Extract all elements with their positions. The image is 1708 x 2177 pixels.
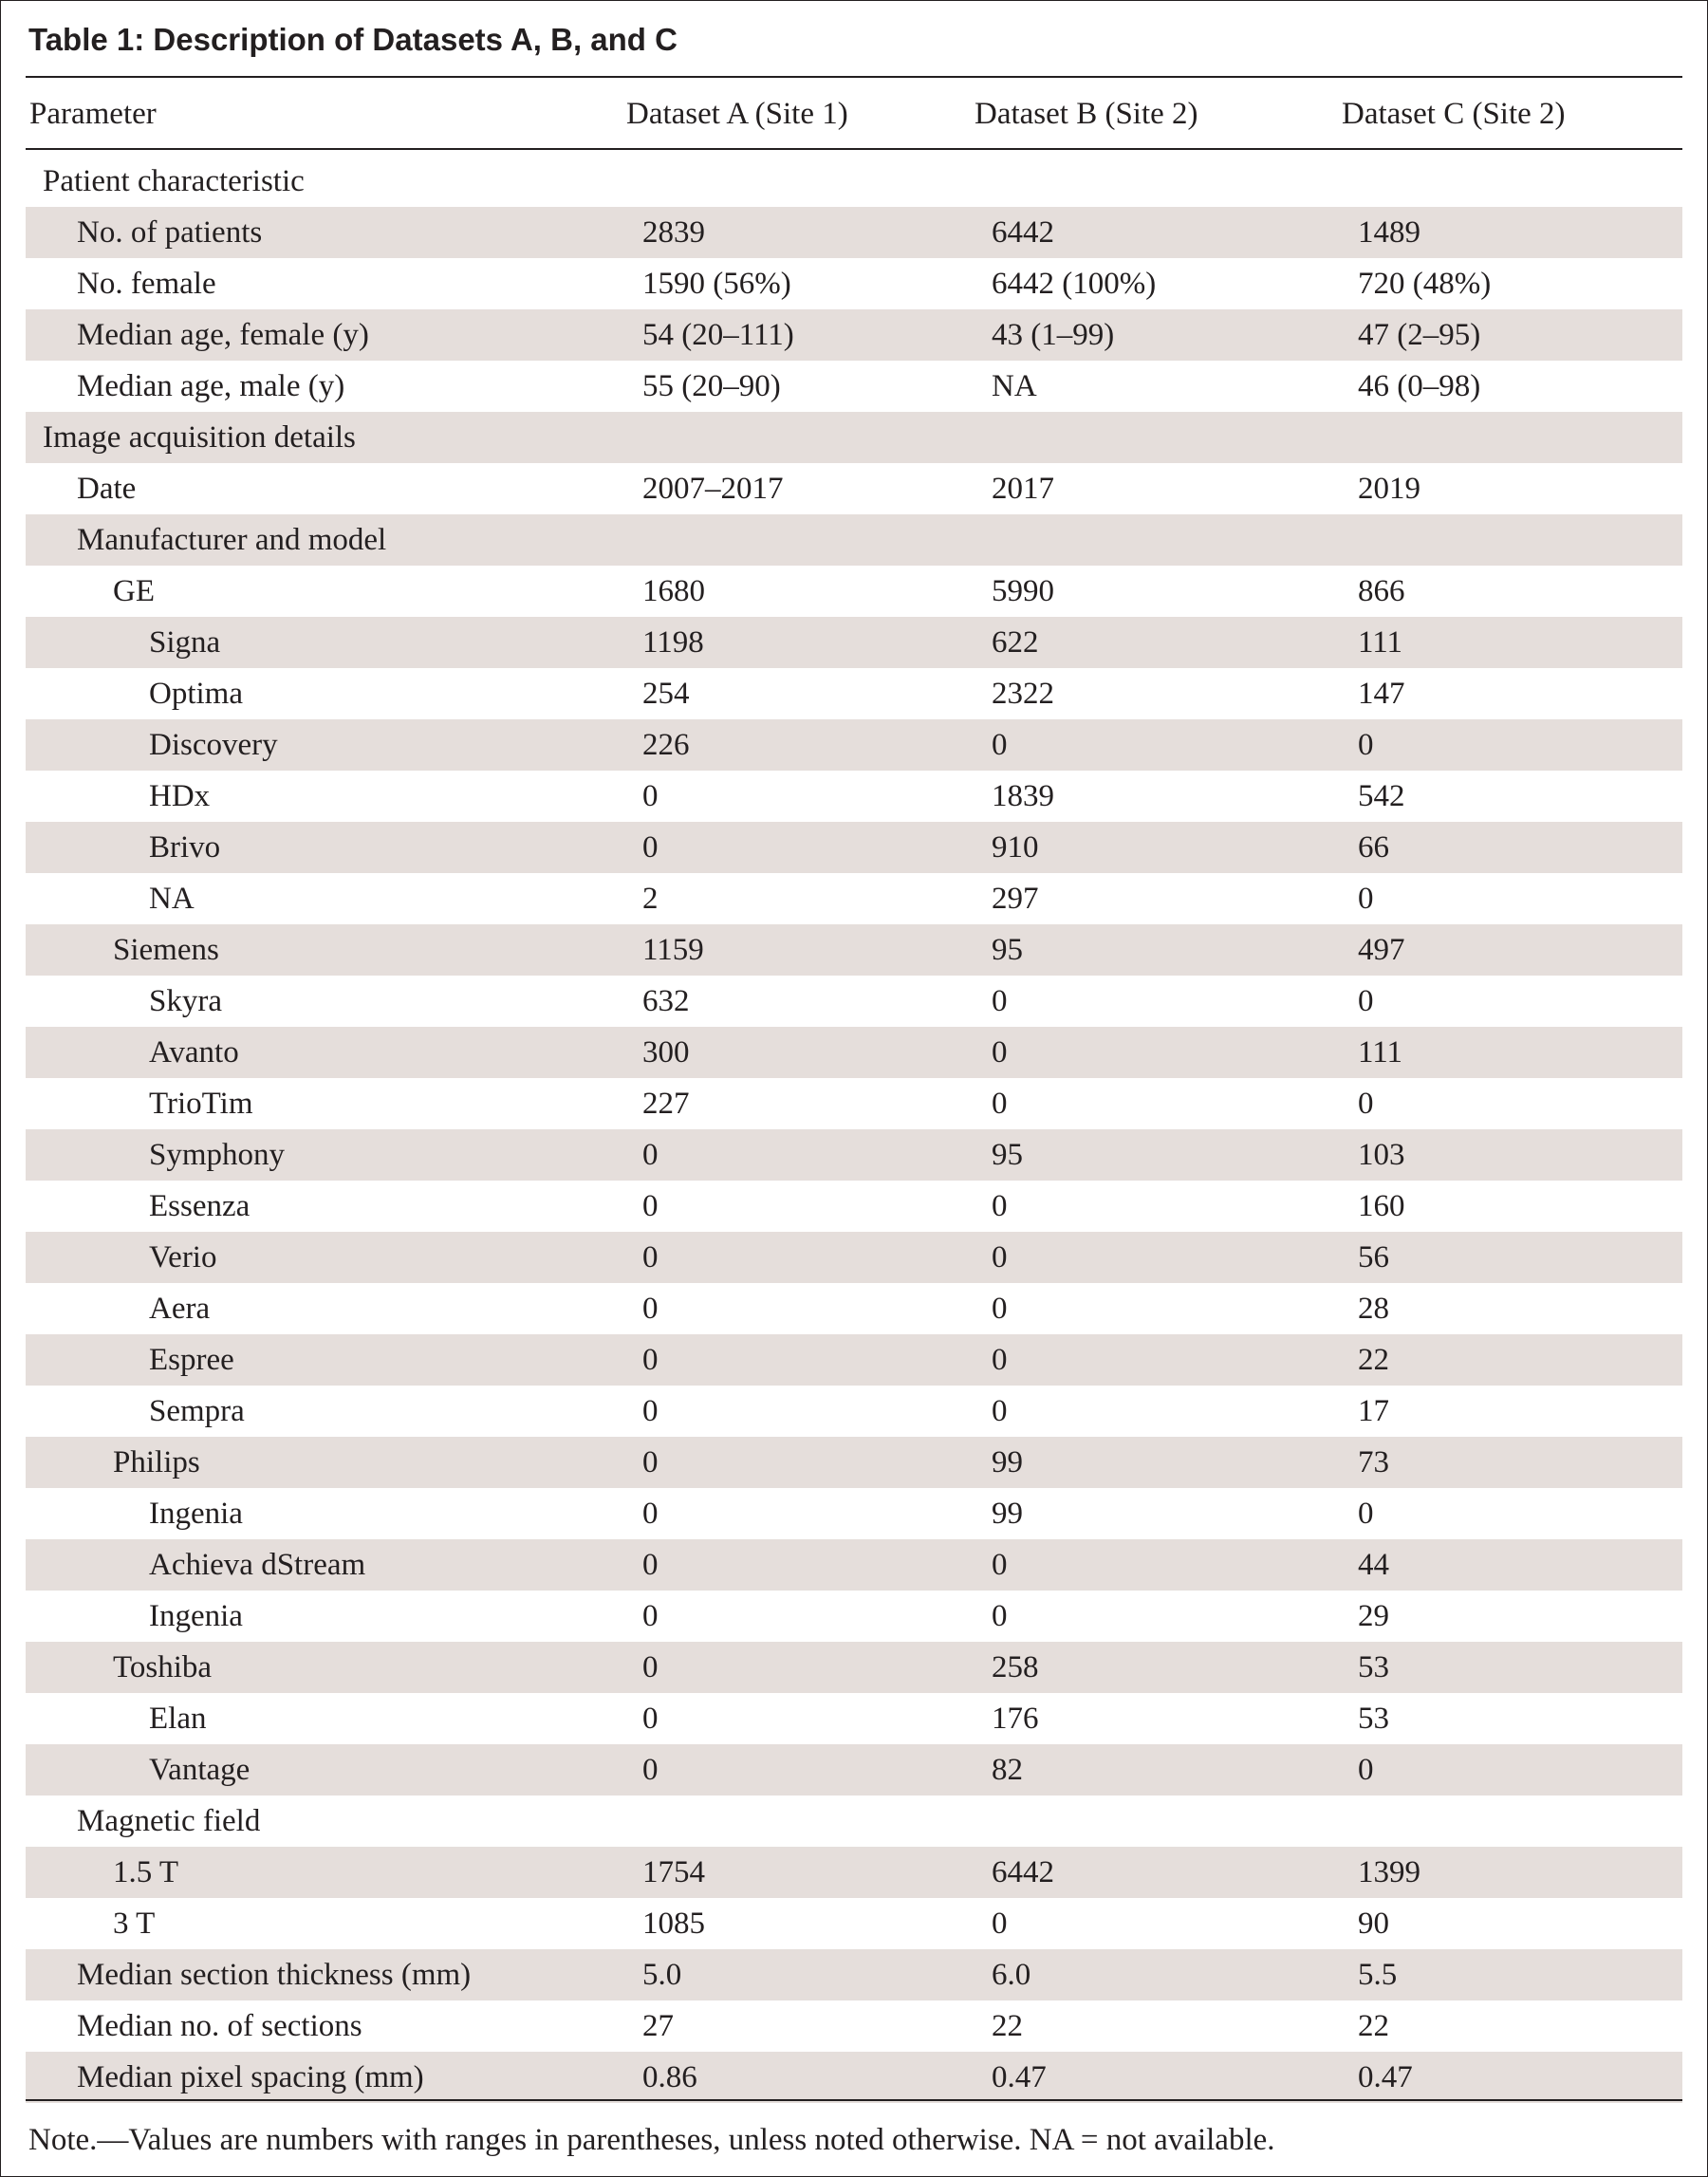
table-row [26,1027,1682,1078]
cell-dataset-c: 147 [1358,677,1405,711]
cell-dataset-b: 0 [992,1292,1008,1326]
table-row [26,2000,1682,2052]
table-row [26,258,1682,309]
table-row [26,873,1682,924]
cell-dataset-b: 910 [992,830,1039,865]
cell-parameter: Skyra [149,984,222,1018]
cell-dataset-a: 0 [642,1343,659,1377]
cell-dataset-c: 22 [1358,1343,1389,1377]
cell-dataset-c: 53 [1358,1702,1389,1736]
cell-dataset-a: 0 [642,830,659,865]
cell-dataset-c: 22 [1358,2009,1389,2043]
cell-dataset-b: 0 [992,1035,1008,1070]
cell-parameter: Median section thickness (mm) [77,1958,472,1992]
cell-dataset-b: 0 [992,984,1008,1018]
cell-dataset-b: 0 [992,1599,1008,1633]
cell-dataset-b: 6442 [992,215,1054,250]
table-row [26,309,1682,361]
table-row [26,668,1682,719]
cell-dataset-b: 95 [992,933,1023,967]
cell-parameter: Date [77,472,137,506]
table-row [26,1539,1682,1591]
table-row [26,1283,1682,1334]
cell-dataset-a: 1680 [642,574,705,608]
cell-parameter: GE [113,574,155,608]
cell-dataset-c: 103 [1358,1138,1405,1172]
table-row [26,1642,1682,1693]
table-row [26,463,1682,514]
cell-dataset-c: 66 [1358,830,1389,865]
cell-dataset-c: 497 [1358,933,1405,967]
cell-parameter: Siemens [113,933,219,967]
cell-dataset-b: 0 [992,1548,1008,1582]
cell-dataset-b: 0 [992,1343,1008,1377]
cell-parameter: Ingenia [149,1497,243,1531]
cell-parameter: Manufacturer and model [77,523,387,557]
table-row [26,1949,1682,2000]
cell-dataset-b: 82 [992,1753,1023,1787]
cell-dataset-b: 43 (1–99) [992,318,1115,352]
cell-dataset-c: 73 [1358,1445,1389,1479]
cell-dataset-b: 0 [992,1240,1008,1275]
cell-dataset-c: 1399 [1358,1855,1420,1889]
table-row [26,1437,1682,1488]
cell-dataset-c: 0 [1358,1497,1374,1531]
cell-dataset-b: 0.47 [992,2060,1047,2094]
cell-dataset-b: 6442 (100%) [992,267,1157,301]
cell-dataset-b: 22 [992,2009,1023,2043]
table-row [26,514,1682,566]
cell-dataset-c: 28 [1358,1292,1389,1326]
cell-dataset-c: 0 [1358,1087,1374,1121]
cell-dataset-c: 1489 [1358,215,1420,250]
cell-dataset-b: 99 [992,1445,1023,1479]
table-row [26,617,1682,668]
cell-dataset-a: 27 [642,2009,674,2043]
cell-dataset-b: 0 [992,1189,1008,1223]
cell-dataset-a: 0 [642,1292,659,1326]
cell-dataset-a: 2 [642,882,659,916]
cell-dataset-a: 1754 [642,1855,705,1889]
cell-dataset-a: 0 [642,1548,659,1582]
cell-dataset-c: 0.47 [1358,2060,1413,2094]
cell-parameter: Avanto [149,1035,239,1070]
cell-dataset-a: 227 [642,1087,690,1121]
cell-parameter: Median pixel spacing (mm) [77,2060,424,2094]
cell-dataset-b: 297 [992,882,1039,916]
cell-parameter: Median age, male (y) [77,369,345,403]
table-row [26,771,1682,822]
cell-parameter: NA [149,882,195,916]
cell-dataset-c: 542 [1358,779,1405,813]
cell-dataset-b: 622 [992,625,1039,660]
cell-parameter: Signa [149,625,221,660]
cell-parameter: Toshiba [113,1650,213,1684]
cell-parameter: Vantage [149,1753,251,1787]
cell-dataset-c: 5.5 [1358,1958,1398,1992]
cell-dataset-a: 0 [642,1445,659,1479]
cell-parameter: Symphony [149,1138,286,1172]
cell-parameter: Discovery [149,728,278,762]
table-row [26,1078,1682,1129]
cell-parameter: 3 T [113,1907,156,1941]
cell-dataset-a: 0 [642,1599,659,1633]
cell-dataset-b: 99 [992,1497,1023,1531]
table-row [26,1334,1682,1386]
cell-dataset-a: 0 [642,1189,659,1223]
cell-dataset-a: 0 [642,1497,659,1531]
cell-parameter: No. female [77,267,216,301]
table-row [26,1129,1682,1181]
cell-dataset-a: 1159 [642,933,704,967]
cell-dataset-a: 54 (20–111) [642,318,794,352]
cell-parameter: Sempra [149,1394,245,1428]
cell-dataset-b: 6442 [992,1855,1054,1889]
header-dataset-c: Dataset C (Site 2) [1342,97,1566,131]
cell-dataset-a: 2007–2017 [642,472,784,506]
table-row [26,1744,1682,1796]
header-rule [26,148,1682,150]
cell-dataset-b: NA [992,369,1037,403]
cell-dataset-b: 0 [992,728,1008,762]
cell-parameter: Aera [149,1292,211,1326]
header-parameter: Parameter [29,97,157,131]
cell-dataset-a: 5.0 [642,1958,682,1992]
table-row [26,361,1682,412]
cell-dataset-a: 0.86 [642,2060,697,2094]
cell-dataset-c: 46 (0–98) [1358,369,1481,403]
table-row [26,1386,1682,1437]
cell-dataset-c: 0 [1358,1753,1374,1787]
cell-parameter: HDx [149,779,211,813]
cell-parameter: Elan [149,1702,207,1736]
table-note: Note.—Values are numbers with ranges in parentheses, unless noted otherwise. NA = not available. [28,2123,1275,2157]
table-row [26,924,1682,976]
cell-dataset-b: 0 [992,1394,1008,1428]
cell-dataset-a: 0 [642,1702,659,1736]
cell-dataset-c: 2019 [1358,472,1420,506]
cell-dataset-b: 1839 [992,779,1054,813]
cell-dataset-a: 2839 [642,215,705,250]
cell-dataset-c: 56 [1358,1240,1389,1275]
cell-dataset-b: 6.0 [992,1958,1031,1992]
cell-dataset-a: 254 [642,677,690,711]
table-title: Table 1: Description of Datasets A, B, and C [28,22,678,57]
cell-dataset-b: 176 [992,1702,1039,1736]
table-row [26,719,1682,771]
cell-dataset-a: 0 [642,1650,659,1684]
cell-dataset-a: 0 [642,1138,659,1172]
cell-dataset-c: 53 [1358,1650,1389,1684]
cell-parameter: Ingenia [149,1599,243,1633]
cell-dataset-a: 0 [642,1753,659,1787]
cell-dataset-c: 720 (48%) [1358,267,1492,301]
table-row [26,156,1682,207]
table-row [26,207,1682,258]
cell-dataset-c: 866 [1358,574,1405,608]
table-row [26,1693,1682,1744]
cell-dataset-b: 2322 [992,677,1054,711]
bottom-rule [26,2099,1682,2101]
table-row [26,2052,1682,2103]
cell-parameter: Median age, female (y) [77,318,369,352]
cell-dataset-a: 1085 [642,1907,705,1941]
cell-dataset-b: 95 [992,1138,1023,1172]
cell-dataset-c: 111 [1358,625,1403,660]
cell-dataset-c: 47 (2–95) [1358,318,1481,352]
cell-dataset-b: 5990 [992,574,1054,608]
cell-parameter: Median no. of sections [77,2009,362,2043]
cell-dataset-a: 632 [642,984,690,1018]
cell-dataset-b: 2017 [992,472,1054,506]
top-rule [26,76,1682,78]
cell-parameter: Optima [149,677,243,711]
table-row [26,1796,1682,1847]
cell-dataset-b: 258 [992,1650,1039,1684]
cell-parameter: Brivo [149,830,221,865]
table-row [26,1591,1682,1642]
cell-parameter: Philips [113,1445,200,1479]
cell-dataset-c: 0 [1358,984,1374,1018]
cell-dataset-a: 55 (20–90) [642,369,781,403]
cell-parameter: TrioTim [149,1087,253,1121]
table-header-row [26,81,1682,147]
cell-parameter: Espree [149,1343,234,1377]
cell-dataset-a: 0 [642,1394,659,1428]
cell-dataset-a: 300 [642,1035,690,1070]
table-row [26,566,1682,617]
cell-parameter: No. of patients [77,215,263,250]
header-dataset-b: Dataset B (Site 2) [975,97,1198,131]
cell-parameter: Essenza [149,1189,251,1223]
cell-dataset-c: 111 [1358,1035,1403,1070]
cell-parameter: Image acquisition details [43,420,356,455]
cell-dataset-a: 0 [642,1240,659,1275]
cell-parameter: Magnetic field [77,1804,261,1838]
table-row [26,822,1682,873]
cell-parameter: 1.5 T [113,1855,179,1889]
table-row [26,1488,1682,1539]
cell-dataset-a: 1198 [642,625,704,660]
cell-parameter: Achieva dStream [149,1548,366,1582]
table-row [26,976,1682,1027]
cell-dataset-c: 160 [1358,1189,1405,1223]
cell-dataset-c: 29 [1358,1599,1389,1633]
cell-parameter: Verio [149,1240,217,1275]
cell-dataset-c: 17 [1358,1394,1389,1428]
table-row [26,1232,1682,1283]
cell-dataset-c: 0 [1358,728,1374,762]
cell-dataset-a: 226 [642,728,690,762]
cell-dataset-c: 0 [1358,882,1374,916]
table-row [26,1898,1682,1949]
cell-dataset-a: 0 [642,779,659,813]
cell-dataset-b: 0 [992,1907,1008,1941]
table-row [26,412,1682,463]
header-dataset-a: Dataset A (Site 1) [626,97,848,131]
cell-dataset-c: 90 [1358,1907,1389,1941]
cell-parameter: Patient characteristic [43,164,305,198]
cell-dataset-b: 0 [992,1087,1008,1121]
table-body [26,156,1682,2103]
table-row [26,1181,1682,1232]
cell-dataset-c: 44 [1358,1548,1389,1582]
cell-dataset-a: 1590 (56%) [642,267,791,301]
table-row [26,1847,1682,1898]
